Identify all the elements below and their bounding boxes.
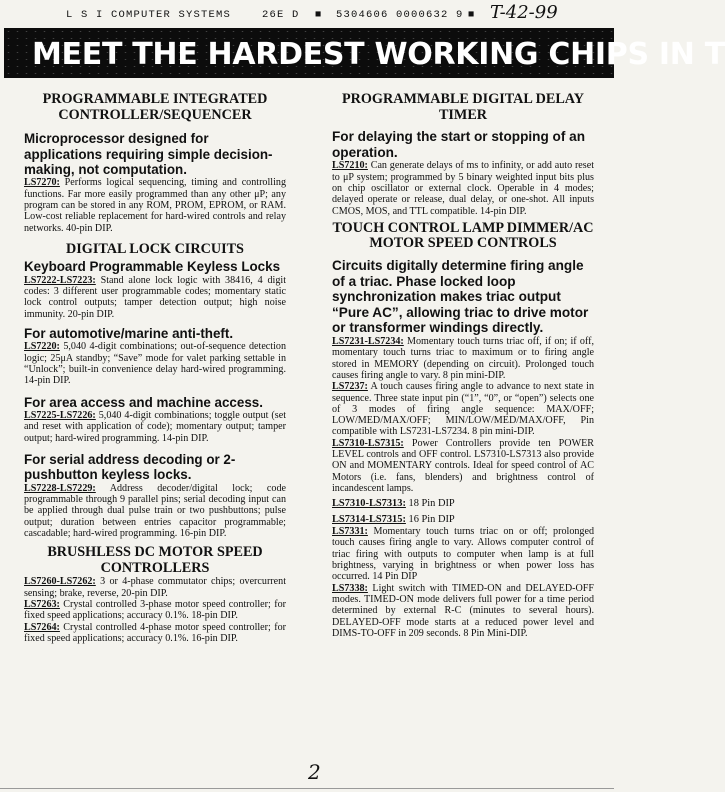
header-line: [0, 0, 614, 26]
part-code: LS7220:: [24, 341, 60, 353]
paragraph-ls7228: [24, 483, 286, 539]
paragraph-text: Address decoder/digital lock; code programmable through 9 parallel pins; serial decoding input can be applied through dual pulse train or two pushbuttons; pulse output; duration between entries capacitor programmable; cascadable; hard-wired programming. 16-pin DIP.: [24, 482, 286, 539]
paragraph-text: 5,040 4-digit combinations; out-of-sequence detection logic; 25μA standby; “Save” mode for valet parking settable in “Unlock”; built-in convenience delay hard-wired programming. 14-pin DIP.: [24, 341, 286, 387]
section-heading-digital-lock: DIGITAL LOCK CIRCUITS: [66, 240, 244, 257]
paragraph-text: Crystal controlled 3-phase motor speed controller; for fixed speed applications; accuracy 0.1%. 18-pin DIP.: [24, 599, 286, 622]
paragraph-ls7231: [332, 336, 594, 381]
part-code: LS7314-LS7315:: [332, 514, 406, 526]
pin-line-ls7310: [332, 498, 594, 510]
left-column: [24, 92, 286, 644]
part-code: LS7210:: [332, 160, 368, 172]
paragraph-text: 5,040 4-digit combinations; toggle output (set and reset with application of code); momentary output; tamper output; hard-wired programming. 14-pin DIP.: [24, 410, 286, 444]
handwritten-code: T-42-99: [490, 2, 558, 23]
bottom-rule: [0, 788, 614, 789]
paragraph-ls7270: [24, 177, 286, 233]
paragraph-ls7220: [24, 341, 286, 386]
part-code: LS7231-LS7234:: [332, 336, 404, 348]
lead-triac: Circuits digitally determine firing angle of a triac. Phase locked loop synchronization makes triac output “Pure AC”, allowing triac to drive motor or transformer windings directly.: [332, 258, 589, 336]
paragraph-text: Performs logical sequencing, timing and controlling functions. Far more easily programmed than any other μP; any program can be stored in any ROM, PROM, EPROM, or RAM. Low-cost reliable replacement for hard-wired controls and relay networks. 40-pin DIP.: [24, 177, 286, 234]
paragraph-ls7210: [332, 160, 594, 216]
part-code: LS7331:: [332, 526, 368, 538]
part-code: LS7237:: [332, 381, 368, 393]
section-heading-controller: PROGRAMMABLE INTEGRATED CONTROLLER/SEQUENCER: [42, 91, 268, 123]
code-26e: 26E D: [262, 9, 300, 21]
paragraph-ls7338: [332, 583, 594, 639]
part-code: LS7270:: [24, 177, 60, 189]
right-column: [332, 92, 594, 639]
paragraph-text: A touch causes firing angle to advance to next state in sequence. Three state input pin (“1”, “0”, or “open”) selects one of 3 modes of firing angle sequence: MAX/OFF; LOW/MED/MAX/OFF; MIN/LOW/MED/MAX/OFF, Pin compatible with LS7231-LS7234. 8 pin mini-DIP.: [332, 381, 594, 438]
paragraph-text: Stand alone lock logic with 38416, 4 digit codes: 3 different user programmable codes; momentary static lock control outputs; tamper detection output; high noise immunity. 20-pin DIP.: [24, 274, 286, 320]
lead-delaying: For delaying the start or stopping of an operation.: [332, 129, 586, 160]
part-code: LS7338:: [332, 582, 368, 594]
paragraph-text: Power Controllers provide ten POWER LEVEL controls and OFF control. LS7310-LS7313 also provide ON and MOMENTARY controls. Ideal for speed control of AC Motors (i.e. fans, blenders) and brightness control of incandescent lamps.: [332, 437, 594, 494]
part-code: LS7222-LS7223:: [24, 274, 96, 286]
section-heading-touch-control: TOUCH CONTROL LAMP DIMMER/AC MOTOR SPEED CONTROLS: [332, 219, 594, 252]
part-code: LS7310-LS7313:: [332, 498, 406, 510]
company-name: L S I COMPUTER SYSTEMS: [66, 9, 232, 21]
part-code: LS7228-LS7229:: [24, 482, 96, 494]
black-square-mark: ■: [315, 9, 323, 21]
subheading-keyless-locks: Keyboard Programmable Keyless Locks: [24, 259, 281, 275]
part-code: LS7310-LS7315:: [332, 437, 404, 449]
paragraph-ls7310: [332, 438, 594, 494]
paragraph-text: Momentary touch turns triac off, if on; if off, momentary touch turns triac to maximum or to firing angle stored in MEMORY (depending on circuit). Prolonged touch causes firing angle to vary. 8 pin mini-DIP.: [332, 336, 594, 381]
paragraph-ls7237: [332, 381, 594, 437]
paragraph-text: Can generate delays of ms to infinity, or add auto reset to μP system; programmed by 5 binary weighted input bits plus on chip oscillator or external clock. Operable in 4 modes; delayed operate or release, dual delay, or one-shot. All inputs CMOS, MOS, and TTL compatible. 14-pin DIP.: [332, 160, 594, 217]
paragraph-text: Light switch with TIMED-ON and DELAYED-OFF modes. TIMED-ON mode delivers full power for a time period determined by external R-C (minutes to several hours). DELAYED-OFF mode starts at a reduced power level and DIMS-TO-OFF in 209 seconds. 8 Pin Mini-DIP.: [332, 582, 594, 639]
lead-automotive: For automotive/marine anti-theft.: [24, 326, 234, 342]
part-code: LS7260-LS7262:: [24, 576, 96, 588]
pin-text: 18 Pin DIP: [405, 498, 455, 510]
page-number: 2: [308, 760, 321, 784]
pin-text: 16 Pin DIP: [405, 514, 455, 526]
banner: [4, 28, 725, 78]
part-code: LS7263:: [24, 599, 60, 611]
paragraph-text: Crystal controlled 4-phase motor speed controller; for fixed speed applications; accuracy 0.1%. 16-pin DIP.: [24, 621, 286, 644]
paragraph-ls7331: [332, 526, 594, 582]
paragraph-ls7260: [24, 576, 286, 599]
lead-serial-address: For serial address decoding or 2-pushbutton keyless locks.: [24, 451, 236, 483]
black-square-mark: ■: [468, 9, 476, 21]
paragraph-ls7263: [24, 599, 286, 622]
catalog-number: 5304606 0000632 9: [336, 9, 464, 21]
paragraph-ls7225: [24, 410, 286, 444]
lead-microprocessor: Microprocessor designed for applications requiring simple decision-making, not computation.: [24, 131, 273, 177]
pin-line-ls7314: [332, 514, 594, 526]
section-heading-brushless: BRUSHLESS DC MOTOR SPEED CONTROLLERS: [47, 544, 263, 576]
paragraph-ls7222: [24, 275, 286, 320]
part-code: LS7264:: [24, 621, 60, 633]
lead-area-access: For area access and machine access.: [24, 394, 263, 410]
banner-title: MEET THE HARDEST WORKING CHIPS IN T: [32, 37, 725, 72]
paragraph-text: 3 or 4-phase commutator chips; overcurrent sensing; brake, reverse, 20-pin DIP.: [24, 576, 286, 599]
part-code: LS7225-LS7226:: [24, 410, 96, 422]
paragraph-ls7264: [24, 622, 286, 645]
section-heading-delay-timer: PROGRAMMABLE DIGITAL DELAY TIMER: [341, 91, 584, 123]
paragraph-text: Momentary touch turns triac on or off; prolonged touch causes firing angle to vary. Allows computer control of triac firing with outputs to computer when lamp is at full brightness, varying in brightness or when power loss has occurred. 14 Pin DIP: [332, 526, 594, 583]
